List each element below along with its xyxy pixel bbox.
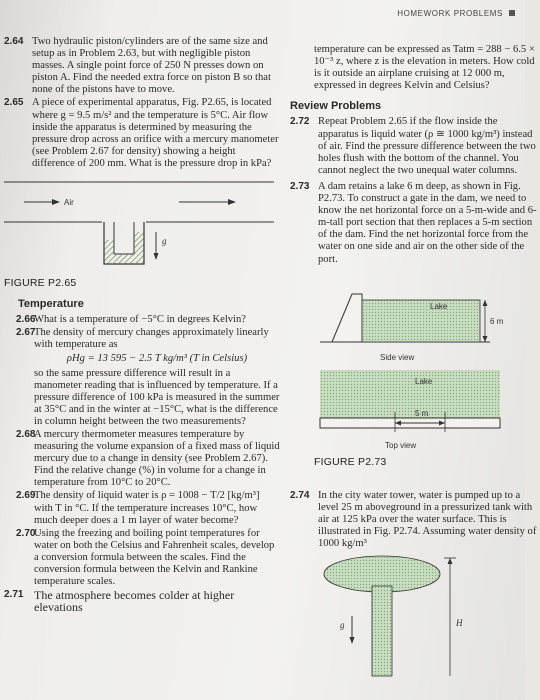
lake-label-side: Lake: [430, 301, 448, 311]
problem-number: 2.67: [16, 327, 36, 339]
top-view-label: Top view: [385, 440, 417, 450]
h-label: H: [456, 618, 463, 629]
width-label: 5 m: [415, 408, 429, 418]
mercury-bottom: [114, 254, 134, 264]
problem-2-71: [4, 588, 280, 615]
header-mark-icon: [509, 10, 515, 16]
problem-text: A dam retains a lake 6 m deep, as shown in Fig. P2.73. To construct a gate in the dam, we need to know the net horizontal force on a 5-m-wide and 6-m-tall port section that then replaces a 5-m section of the dam. Find the net horizontal force from the water on one side and air on the other side of the port.: [318, 180, 537, 265]
problem-text: What is a temperature of −5°C in degrees Kelvin?: [34, 314, 247, 326]
left-column: [4, 36, 280, 615]
lake-side: [362, 300, 480, 342]
problem-text: temperature can be expressed as Tatm = 288 − 6.5 × 10⁻³ z, where z is the elevation in meters. How cold is it outside an airplane cruising at 12 000 m, expressed in degrees Kelvin and Celsius?: [314, 44, 535, 92]
depth-arrow-top: [483, 300, 488, 306]
figure-p2-73: [290, 272, 540, 490]
g-label: g: [162, 236, 167, 247]
side-view-label: Side view: [380, 352, 415, 362]
flow-arrow-right-head: [228, 199, 236, 205]
gravity-arrow-head: [350, 637, 355, 644]
problem-number: 2.69: [16, 490, 36, 502]
problem-text: Using the freezing and boiling point temperatures for water on both the Celsius and Fahrenheit scales, develop a conversion formula between the scales. Find the conversion formula between the Kelvin and Rankine temperature scales.: [34, 527, 275, 588]
problem-2-71-continued: [290, 44, 540, 92]
tower-column: [372, 586, 392, 676]
problem-number: 2.73: [290, 180, 310, 192]
manometer-inner: [114, 222, 134, 254]
lake-top: [320, 370, 500, 418]
figure-p2-65-diagram: [4, 174, 280, 276]
flow-arrow-left-head: [52, 199, 60, 205]
mercury-right: [134, 232, 144, 264]
problem-2-66: [4, 314, 280, 326]
problem-2-65: [4, 97, 280, 170]
lake-label-top: Lake: [415, 376, 433, 386]
problem-text: Two hydraulic piston/cylinders are of the same size and setup as in Problem 2.63, but with negligible piston masses. A single point force of 250 N presses down on piston A. Find the needed extra force on piston B so that none of the pistons have to move.: [32, 36, 271, 96]
dam-body: [332, 294, 362, 342]
problem-number: 2.64: [4, 36, 24, 47]
problem-number: 2.66: [16, 314, 36, 326]
problem-text: The atmosphere becomes colder at higher elevations: [34, 588, 235, 615]
problem-text-a: The density of mercury changes approximately linearly with temperature as: [34, 327, 269, 351]
page-header: [0, 0, 525, 28]
depth-arrow-bottom: [483, 336, 488, 342]
figure-caption: FIGURE P2.73: [314, 455, 387, 468]
running-head: HOMEWORK PROBLEMS: [397, 9, 503, 18]
problem-2-72: [290, 116, 540, 176]
section-heading-review: Review Problems: [290, 100, 382, 113]
height-arrow-top: [448, 558, 453, 564]
g-label: g: [340, 620, 345, 631]
air-label: Air: [64, 198, 74, 208]
mercury-left: [105, 240, 115, 264]
problem-2-68: [4, 429, 280, 489]
problem-number: 2.71: [4, 589, 24, 601]
figure-p2-74: [290, 556, 540, 676]
problem-number: 2.74: [290, 489, 310, 501]
problem-2-69: [4, 490, 280, 526]
problem-number: 2.65: [4, 97, 24, 109]
problem-2-64: [4, 36, 280, 96]
problem-text: The density of liquid water is ρ = 1008 − T/2 [kg/m³] with T in °C. If the temperature increases 10°C, how much deeper does a 1 m layer of water become?: [34, 490, 260, 526]
right-column: [290, 44, 537, 700]
problem-text: A piece of experimental apparatus, Fig. P2.65, is located where g = 9.5 m/s² and the temperature is 5°C. Air flow inside the apparatus is determined by measuring the pressure drop across an orifice with a mercury manometer (see Problem 2.67 for density) showing a height difference of 200 mm. What is the pressure drop in kPa?: [32, 97, 279, 169]
figure-p2-73-diagram: [290, 272, 525, 472]
problem-number: 2.68: [16, 428, 36, 440]
figure-p2-65: [4, 174, 280, 292]
problem-number: 2.70: [16, 527, 36, 539]
section-heading-temperature: Temperature: [18, 298, 84, 311]
problem-text: A mercury thermometer measures temperature by measuring the volume expansion of a fixed mass of liquid mercury due to a change in density (see Problem 2.67). Find the relative change (%) in volume for a change in temperature from 10°C to 20°C.: [34, 428, 280, 489]
problem-2-67: [4, 327, 280, 428]
problem-number: 2.72: [290, 116, 310, 128]
problem-2-73: [290, 181, 540, 266]
problem-2-70: [4, 528, 280, 588]
figure-p2-74-diagram: [290, 556, 525, 676]
depth-label: 6 m: [490, 316, 504, 326]
figure-caption: FIGURE P2.65: [4, 277, 77, 290]
problem-text: Repeat Problem 2.65 if the flow inside the apparatus is liquid water (ρ ≅ 1000 kg/m³) instead of air. Find the pressure difference between the two holes flush with the bottom of the channel. You cannot neglect the two unequal water columns.: [318, 116, 536, 176]
density-equation: ρHg = 13 595 − 2.5 T kg/m³ (T in Celsius): [66, 353, 248, 365]
problem-2-74: [290, 490, 540, 550]
problem-text: In the city water tower, water is pumped up to a level 25 m aboveground in a pressurized tank with air at 125 kPa over the water surface. This is illustrated in Fig. P2.74. Assuming water density of 1000 kg/m³: [318, 489, 537, 549]
gravity-arrow-head: [154, 253, 159, 260]
problem-text-b: so the same pressure difference will result in a manometer reading that is influenced by temperature. If a pressure difference of 100 kPa is measured in the summer at 35°C and in the winter at −15°C, what is the difference in column height between the two measurements?: [34, 367, 280, 427]
